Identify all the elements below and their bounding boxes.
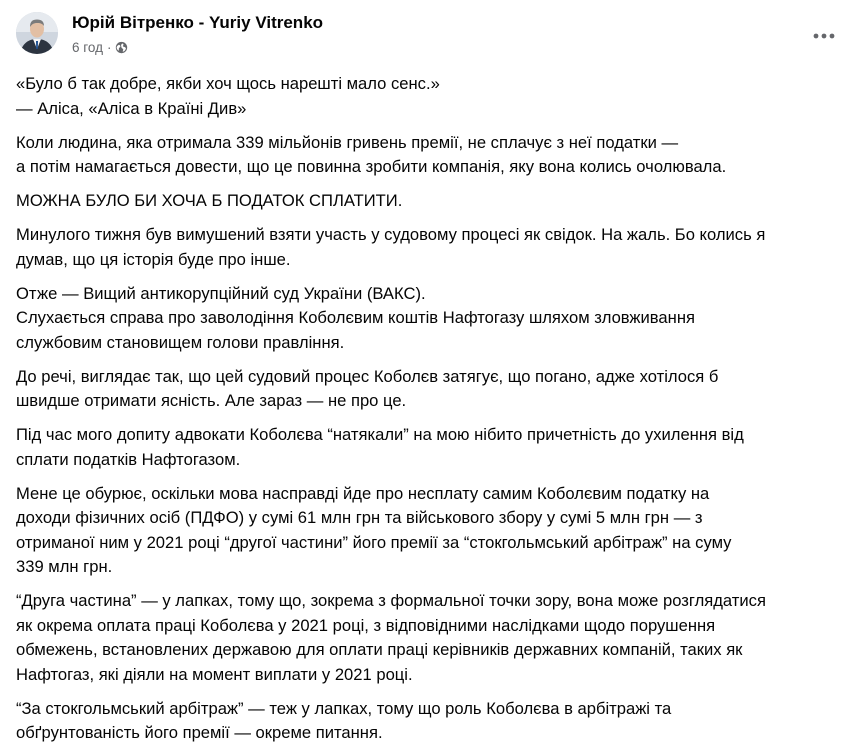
avatar-photo	[16, 12, 58, 54]
avatar[interactable]	[16, 12, 58, 54]
paragraph	[16, 365, 858, 414]
paragraph-line: сплати податків Нафтогазом.	[16, 449, 241, 469]
paragraph-line: До речі, виглядає так, що цей судовий процес Коболєв затягує, що погано, адже хотілося б	[16, 366, 719, 386]
paragraph-line: Минулого тижня був вимушений взяти участь у судовому процесі як свідок. На жаль. Бо колись я	[16, 225, 766, 244]
paragraph-line: як окрема оплата праці Коболєва у 2021 році, з відповідними наслідками щодо порушення	[16, 615, 716, 635]
paragraph	[16, 189, 858, 214]
paragraph-line: обмежень, встановлених державою для оплати праці керівників державних компаній, таких як	[16, 640, 743, 659]
paragraph	[16, 131, 858, 180]
more-options-button[interactable]	[806, 18, 842, 54]
post-header	[16, 12, 842, 58]
paragraph-line: обґрунтованість його премії — окреме питання.	[16, 723, 383, 742]
paragraph-line: швидше отримати ясність. Але зараз — не про це.	[16, 391, 407, 410]
globe-icon[interactable]	[115, 41, 128, 54]
paragraph-line: Під час мого допиту адвокати Коболєва “натякали” на мою нібито причетність до ухилення від	[16, 425, 744, 444]
paragraph	[16, 423, 858, 472]
meta-separator: ·	[106, 40, 112, 55]
paragraph-line: Коли людина, яка отримала 339 мільйонів гривень премії, не сплачує з неї податки —	[16, 132, 679, 152]
paragraph	[16, 282, 858, 356]
paragraph-line: Отже — Вищий антикорупційний суд України (ВАКС).	[16, 283, 426, 303]
paragraph-line: “Друга частина” — у лапках, тому що, зокрема з формальної точки зору, вона може розглядатися	[16, 591, 766, 610]
author-name[interactable]: Юрій Вітренко - Yuriy Vitrenko	[72, 13, 324, 32]
post-body	[16, 72, 858, 755]
paragraph-line: Нафтогаз, які діяли на момент виплати у 2021 році.	[16, 664, 413, 684]
paragraph-line: — Аліса, «Аліса в Країні Див»	[16, 98, 247, 118]
more-dots-icon	[813, 33, 835, 39]
paragraph	[16, 482, 858, 580]
paragraph-line: отриманої ним у 2021 році “другої частини” його премії за “стокгольмський арбітраж” на суму	[16, 532, 732, 552]
paragraph-line: “За стокгольмський арбітраж” — теж у лапках, тому що роль Коболєва в арбітражі та	[16, 698, 672, 718]
post-time[interactable]: 6 год	[72, 40, 103, 55]
paragraph-quote	[16, 72, 858, 121]
paragraph-line: а потім намагається довести, що це повинна зробити компанія, яку вона колись очолювала.	[16, 157, 727, 176]
paragraph	[16, 589, 858, 687]
paragraph-line: Мене це обурює, оскільки мова насправді йде про несплату самим Коболєвим податку на	[16, 483, 710, 503]
paragraph-line: «Було б так добре, якби хоч щось нарешті мало сенс.»	[16, 74, 440, 93]
paragraph-line: 339 млн грн.	[16, 557, 113, 576]
paragraph-line: доходи фізичних осіб (ПДФО) у сумі 61 млн грн та військового збору у сумі 5 млн грн — з	[16, 508, 703, 527]
post-meta	[72, 40, 128, 55]
paragraph-line: думав, що ця історія буде про інше.	[16, 249, 291, 269]
paragraph-line: Слухається справа про заволодіння Коболєвим коштів Нафтогазу шляхом зловживання	[16, 308, 695, 327]
paragraph-line: службовим становищем голови правління.	[16, 332, 345, 352]
paragraph	[16, 223, 858, 272]
paragraph	[16, 697, 858, 746]
paragraph-line: МОЖНА БУЛО БИ ХОЧА Б ПОДАТОК СПЛАТИТИ.	[16, 191, 403, 210]
